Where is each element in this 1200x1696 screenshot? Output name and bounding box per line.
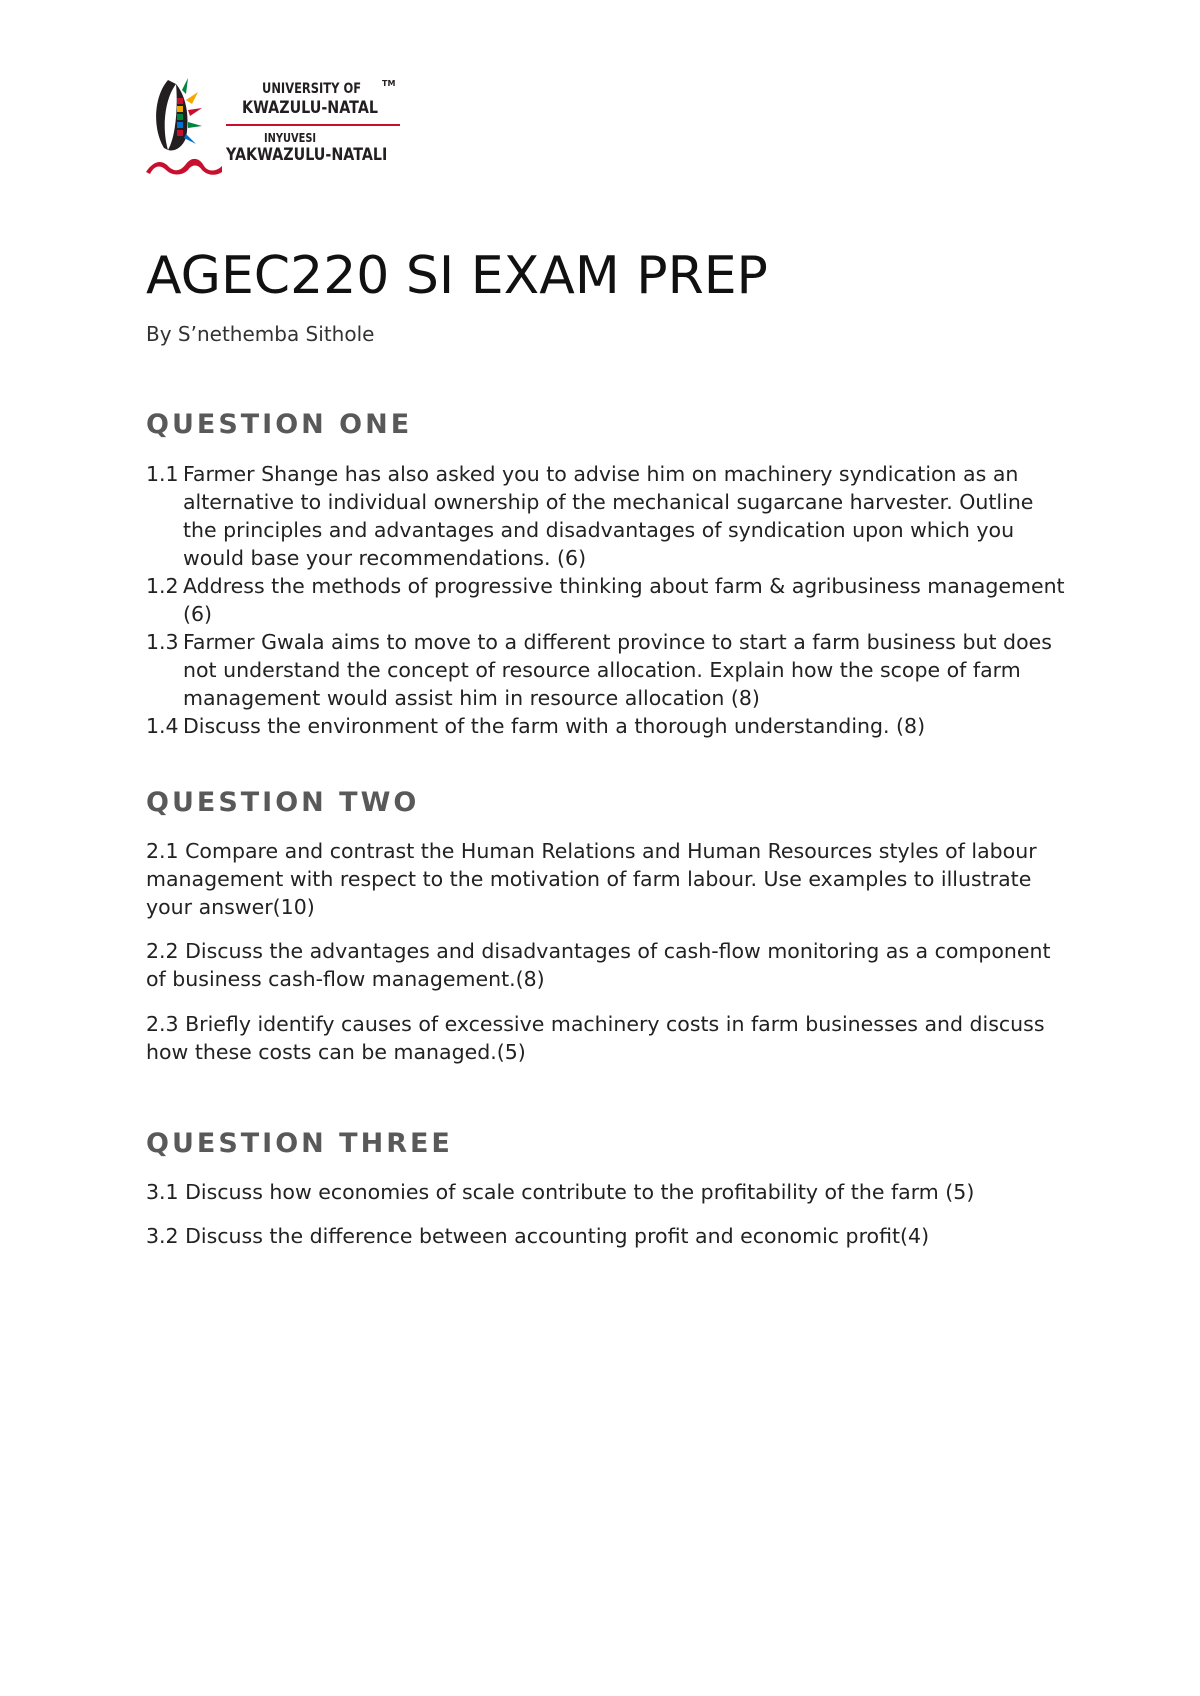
shield-emblem-icon [146, 76, 236, 176]
question-number: 1.3 [146, 630, 179, 654]
document-title: AGEC220 SI EXAM PREP [146, 246, 768, 306]
question-number: 1.1 [146, 462, 179, 486]
question-three-heading: QUESTION THREE [146, 1128, 453, 1159]
question-text: Farmer Gwala aims to move to a different province to start a farm business but does not understand the concept of resource allocation. Explain how the scope of farm management would assist him in resource allocation (8) [183, 630, 1052, 710]
question-2-3: 2.3 Briefly identify causes of excessive machinery costs in farm businesses and discuss how these costs can be managed.(5) [146, 1012, 1045, 1064]
question-text: Farmer Shange has also asked you to advise him on machinery syndication as an alternative to individual ownership of the mechanical sugarcane harvester. Outline the principles and advantages and disadvantages of syndication upon which you would base your recommendations. (6) [183, 462, 1034, 570]
logo-line-inyuvesi: INYUVESI [264, 131, 317, 145]
question-3-2: 3.2 Discuss the difference between accounting profit and economic profit(4) [146, 1224, 930, 1248]
question-number: 1.2 [146, 574, 179, 598]
question-item [146, 628, 1066, 712]
question-item [146, 460, 1066, 572]
university-logo [146, 76, 402, 176]
question-text: Discuss the environment of the farm with a thorough understanding. (8) [183, 714, 926, 738]
logo-divider [226, 124, 400, 126]
question-item [146, 572, 1066, 628]
logo-line-kwazulu-natal: KWAZULU-NATAL [242, 98, 378, 118]
document-author: By S’nethemba Sithole [146, 322, 375, 346]
trademark-mark: TM [382, 79, 396, 88]
question-item [146, 712, 1066, 740]
logo-line-yakwazulu-natali: YAKWAZULU-NATALI [226, 145, 388, 165]
question-one-list [146, 460, 1066, 740]
question-3-1: 3.1 Discuss how economies of scale contribute to the profitability of the farm (5) [146, 1180, 975, 1204]
question-text: Address the methods of progressive thinking about farm & agribusiness management (6) [183, 574, 1065, 626]
question-two-heading: QUESTION TWO [146, 787, 420, 818]
question-number: 1.4 [146, 714, 179, 738]
question-2-2: 2.2 Discuss the advantages and disadvantages of cash-flow monitoring as a component of business cash-flow management.(8) [146, 939, 1051, 991]
question-2-1: 2.1 Compare and contrast the Human Relations and Human Resources styles of labour management with respect to the motivation of farm labour. Use examples to illustrate your answer(10) [146, 839, 1037, 919]
logo-line-university-of: UNIVERSITY OF [262, 81, 362, 97]
question-one-heading: QUESTION ONE [146, 409, 413, 440]
